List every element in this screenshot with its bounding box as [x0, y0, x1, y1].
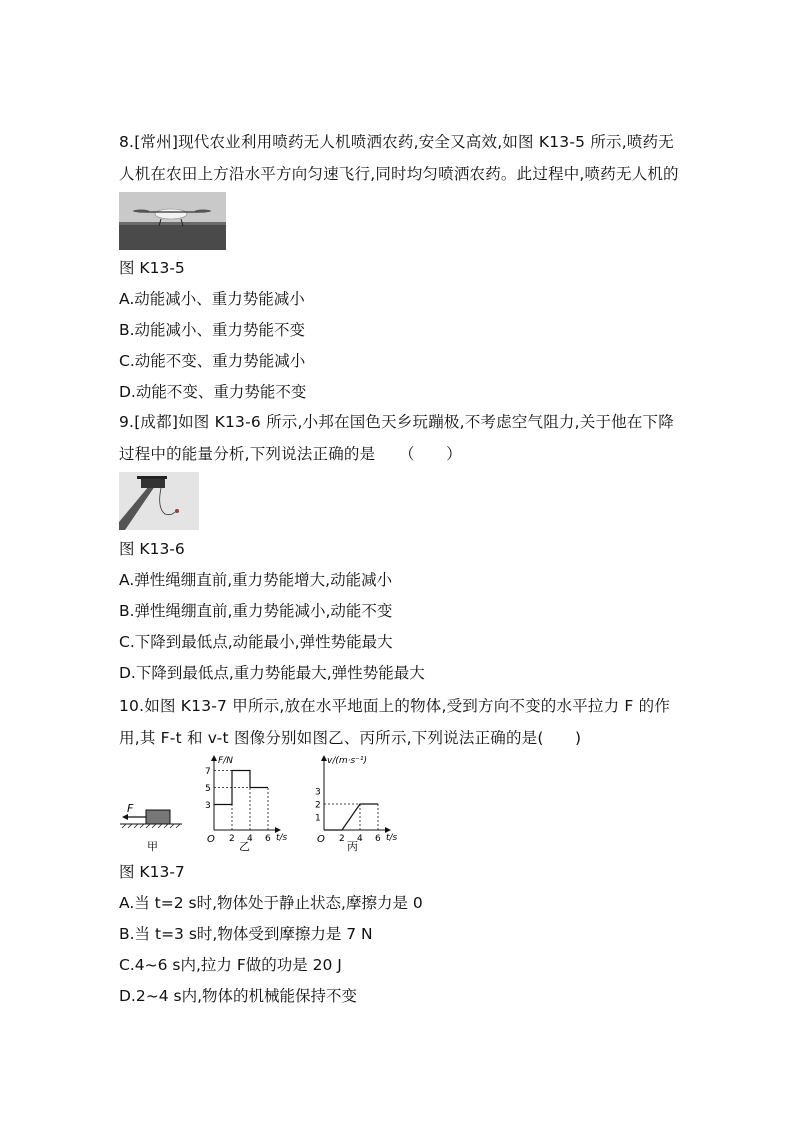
force-label: F — [127, 802, 134, 815]
label-jia: 甲 — [147, 840, 158, 853]
drone-photo-art — [119, 192, 226, 250]
vt-series-line — [324, 804, 378, 830]
figure-k13-7 — [110, 752, 410, 857]
ft-origin: O — [207, 834, 215, 845]
vt-xtick-4: 4 — [357, 834, 363, 844]
figure-k13-7-caption: 图 K13-7 — [119, 863, 185, 881]
q10-option-c: C.4~6 s内,拉力 F做的功是 20 J — [119, 956, 342, 974]
bungee-photo — [119, 472, 199, 530]
ft-ytick-7: 7 — [205, 767, 211, 777]
q10-option-a: A.当 t=2 s时,物体处于静止状态,摩擦力是 0 — [119, 894, 423, 912]
ft-y-arrow — [211, 755, 217, 761]
figure-yi-ft-graph — [205, 755, 288, 853]
q9-option-b: B.弹性绳绷直前,重力势能减小,动能不变 — [119, 602, 393, 620]
vt-origin: O — [317, 834, 325, 845]
figure-jia — [120, 802, 182, 853]
vt-xlabel: t/s — [386, 833, 398, 843]
vt-ytick-2: 2 — [315, 800, 321, 811]
question-10-stem: 10.如图 K13-7 甲所示,放在水平地面上的物体,受到方向不变的水平拉力 F 的作用,其 F-t 和 v-t 图像分别如图乙、丙所示,下列说法正确的是( ) — [119, 697, 671, 747]
question-8-stem: 8.[常州]现代农业利用喷药无人机喷洒农药,安全又高效,如图 K13-5 所示,喷药无人机在农田上方沿水平方向匀速飞行,同时均匀喷洒农药。此过程中,喷药无人机的 — [119, 133, 679, 183]
q10-option-d: D.2~4 s内,物体的机械能保持不变 — [119, 987, 358, 1005]
figure-k13-6-caption: 图 K13-6 — [119, 540, 185, 558]
ft-ytick-3: 3 — [205, 801, 211, 811]
figure-bing-vt-graph — [315, 755, 398, 853]
block — [146, 810, 170, 824]
q9-option-a: A.弹性绳绷直前,重力势能增大,动能减小 — [119, 571, 393, 589]
q8-option-c: C.动能不变、重力势能减小 — [119, 352, 306, 370]
ft-ylabel: F/N — [218, 756, 233, 766]
vt-ylabel: v/(m·s⁻¹) — [327, 756, 368, 766]
ft-xlabel: t/s — [276, 833, 288, 843]
q9-option-c: C.下降到最低点,动能最小,弹性势能最大 — [119, 633, 393, 651]
vt-ytick-3: 3 — [315, 787, 321, 798]
q8-option-a: A.动能减小、重力势能减小 — [119, 290, 305, 308]
question-9-stem: 9.[成都]如图 K13-6 所示,小邦在国色天乡玩蹦极,不考虑空气阻力,关于他在下降过程中的能量分析,下列说法正确的是 （ ） — [119, 413, 674, 463]
vt-ytick-1: 1 — [315, 813, 321, 824]
ft-xtick-2: 2 — [229, 834, 235, 844]
q10-option-b: B.当 t=3 s时,物体受到摩擦力是 7 N — [119, 925, 373, 943]
ground-hatch — [122, 824, 180, 828]
drone-photo — [119, 192, 226, 250]
ft-xtick-4: 4 — [247, 834, 253, 844]
ft-xtick-6: 6 — [265, 834, 271, 844]
vt-xtick-2: 2 — [339, 834, 345, 844]
q9-option-d: D.下降到最低点,重力势能最大,弹性势能最大 — [119, 664, 425, 682]
q8-option-d: D.动能不变、重力势能不变 — [119, 383, 307, 401]
figure-k13-5-caption: 图 K13-5 — [119, 259, 185, 277]
bungee-photo-art — [119, 472, 199, 530]
vt-xtick-6: 6 — [375, 834, 381, 844]
q8-option-b: B.动能减小、重力势能不变 — [119, 321, 306, 339]
label-yi: 乙 — [239, 840, 250, 853]
ft-ytick-5: 5 — [205, 784, 211, 794]
label-bing: 丙 — [347, 840, 358, 853]
